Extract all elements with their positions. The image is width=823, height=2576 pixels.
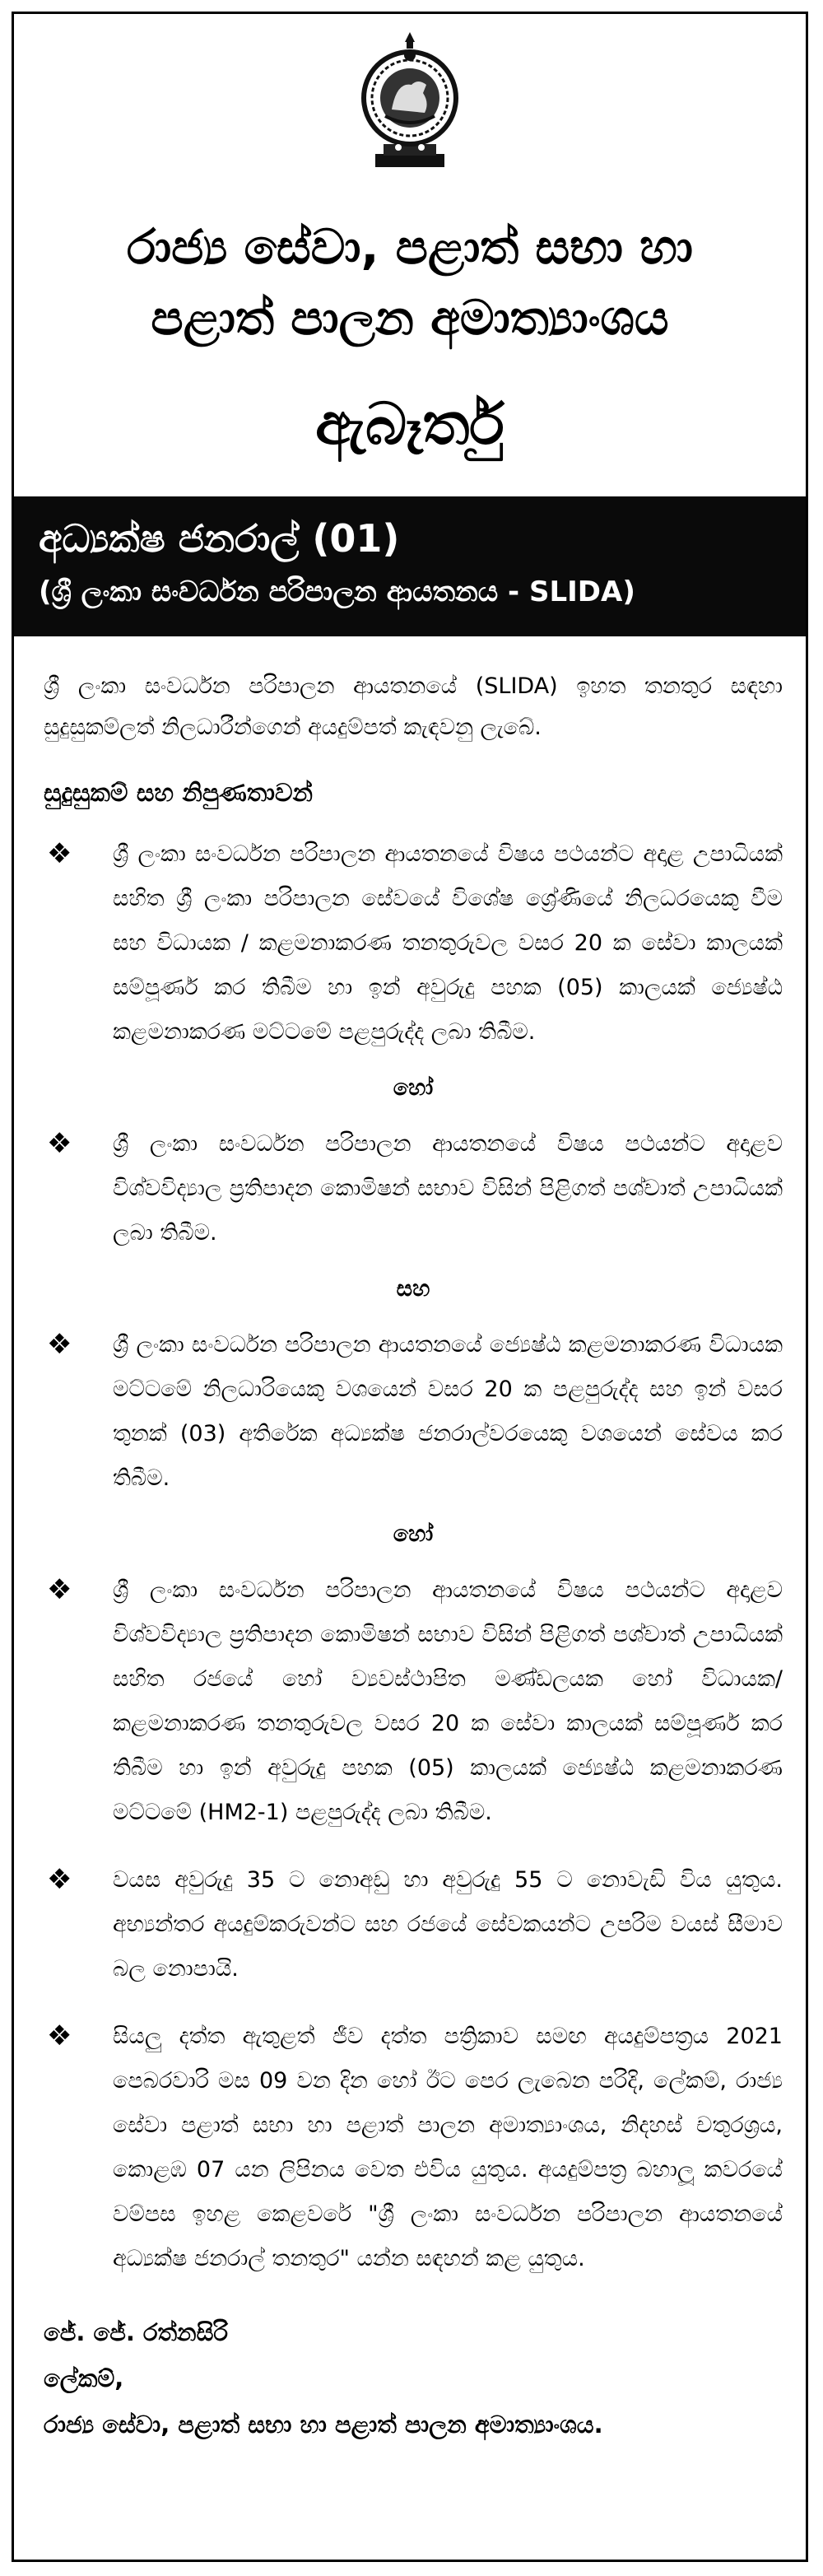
requirement-item: [44, 1858, 783, 1991]
conjunction-or: හෝ: [393, 1075, 434, 1101]
requirement-text: වයස අවුරුදු 35 ට නොඅඩු හා අවුරුදු 55 ට නොවැඩි විය යුතුය. අභ්‍යන්තර අයදුම්කරුවන්ට සහ රජයේ සේවකයන්ට උපරිම වයස් සීමාව බල නොපායි.: [113, 1867, 783, 1982]
four-diamond-bullet-icon: ❖: [47, 1328, 72, 1361]
signatory-designation: ලේකම්,: [44, 2364, 124, 2392]
post-title-band: [14, 496, 806, 636]
signatory-ministry: රාජ්‍ය සේවා, පළාත් සභා හා පළාත් පාලන අමාත්‍යාංශය.: [44, 2411, 603, 2439]
four-diamond-bullet-icon: ❖: [47, 1127, 72, 1160]
intro-paragraph: ශ්‍රී ලංකා සංවර්ධන පරිපාලන ආයතනයේ (SLIDA) ඉහත තනතුර සඳහා සුදුසුකම්ලත් නිලධාරීන්ගෙන් අයදුම්පත් කැඳවනු ලැබේ.: [44, 673, 783, 740]
requirement-text: ශ්‍රී ලංකා සංවර්ධන පරිපාලන ආයතනයේ විෂය පථයන්ට අදාළව විශ්වවිද්‍යාල ප්‍රතිපාදන කොමිෂන් සභාව විසින් පිළිගත් පශ්චාත් උපාධියක් ලබා තිබීම.: [113, 1131, 783, 1246]
vacancy-heading: ඇබෑර්තු: [315, 390, 504, 458]
signature-block: [44, 2309, 783, 2448]
requirement-item: [44, 2015, 783, 2281]
requirement-item: [44, 1122, 783, 1255]
requirement-text: ශ්‍රී ලංකා සංවර්ධන පරිපාලන ආයතනයේ විෂය පථයන්ට අදාළව විශ්වවිද්‍යාල ප්‍රතිපාදන කොමිෂන් සභාව විසින් පිළිගත් පශ්චාත් උපාධියක් සහිත රජයේ හෝ ව්‍යවස්ථාපිත මණ්ඩලයක හෝ විධායක/ කළමනාකරණ තනතුරුවල වසර 20 ක සේවා කාලයක් සම්පූර්ණ කර තිබීම හා ඉන් අවුරුදු පහක (05) කාලයක් ජ්‍යෙෂ්ඨ කළමනාකරණ මට්ටමේ (HM2-1) පළපුරුද්ද ලබා තිබීම.: [113, 1577, 783, 1825]
institute-name: (ශ්‍රී ලංකා සංවර්ධන පරිපාලන ආයතනය - SLIDA): [39, 575, 635, 608]
conjunction-and: සහ: [396, 1276, 430, 1302]
four-diamond-bullet-icon: ❖: [47, 1863, 72, 1896]
advertisement-header: [14, 14, 806, 465]
ministry-name-line-2: පළාත් පාලන අමාත්‍යාංශය: [151, 290, 669, 346]
post-title: අධ්‍යක්ෂ ජනරාල් (01): [39, 516, 400, 561]
four-diamond-bullet-icon: ❖: [47, 2019, 72, 2052]
advertisement-frame: [12, 12, 808, 2562]
signatory-name: ජේ. ජේ. රත්නසිරි: [44, 2318, 228, 2346]
requirement-text: ශ්‍රී ලංකා සංවර්ධන පරිපාලන ආයතනයේ ජ්‍යෙෂ්ඨ කළමනාකරණ විධායක මට්ටමේ නිලධාරියෙකු වශයෙන් වසර 20 ක පළපුරුද්ද සහ ඉන් වසර තුනක් (03) අතිරේක අධ්‍යක්ෂ ජනරාල්වරයෙකු වශයෙන් සේවය කර තිබීම.: [113, 1332, 783, 1491]
ministry-name-line-1: රාජ්‍ය සේවා, පළාත් සභා හා: [127, 219, 693, 275]
qualifications-heading: සුදුසුකම් සහ නිපුණතාවන්: [44, 779, 313, 808]
requirement-item: [44, 832, 783, 1055]
requirement-text: ශ්‍රී ලංකා සංවර්ධන පරිපාලන ආයතනයේ විෂය පථයන්ට අදාළ උපාධියක් සහිත ශ්‍රී ලංකා පරිපාලන සේවයේ විශේෂ ශ්‍රේණියේ නිලධරයෙකු වීම සහ විධායක / කළමනාකරණ තනතුරුවල වසර 20 ක සේවා කාලයක් සම්පූර්ණ කර තිබීම හා ඉන් අවුරුදු පහක (05) කාලයක් ජ්‍යෙෂ්ඨ කළමනාකරණ මට්ටමේ පළපුරුද්ද ලබා තිබීම.: [113, 841, 783, 1045]
conjunction-or: හෝ: [393, 1521, 434, 1547]
sri-lanka-national-emblem-icon: [360, 30, 459, 172]
requirement-item: [44, 1568, 783, 1835]
four-diamond-bullet-icon: ❖: [47, 837, 72, 870]
advertisement-body: [14, 636, 806, 2448]
four-diamond-bullet-icon: ❖: [47, 1573, 72, 1606]
requirement-item: [44, 1323, 783, 1501]
requirement-text: සියලු දත්ත ඇතුළත් ජීව දත්ත පත්‍රිකාව සමඟ අයදුම්පත්‍රය 2021 පෙබරවාරි මස 09 වන දින හෝ ඊට පෙර ලැබෙන පරිදි, ලේකම්, රාජ්‍ය සේවා පළාත් සභා හා පළාත් පාලන අමාත්‍යාංශය, නිදහස් චතුරශ්‍රය, කොළඹ 07 යන ලිපිනය වෙත එවිය යුතුය. අයදුම්පත්‍ර බහාලූ කවරයේ වම්පස ඉහළ කෙළවරේ "ශ්‍රී ලංකා සංවර්ධන පරිපාලන ආයතනයේ අධ්‍යක්ෂ ජනරාල් තනතුර" යන්න සඳහන් කළ යුතුය.: [113, 2024, 783, 2271]
